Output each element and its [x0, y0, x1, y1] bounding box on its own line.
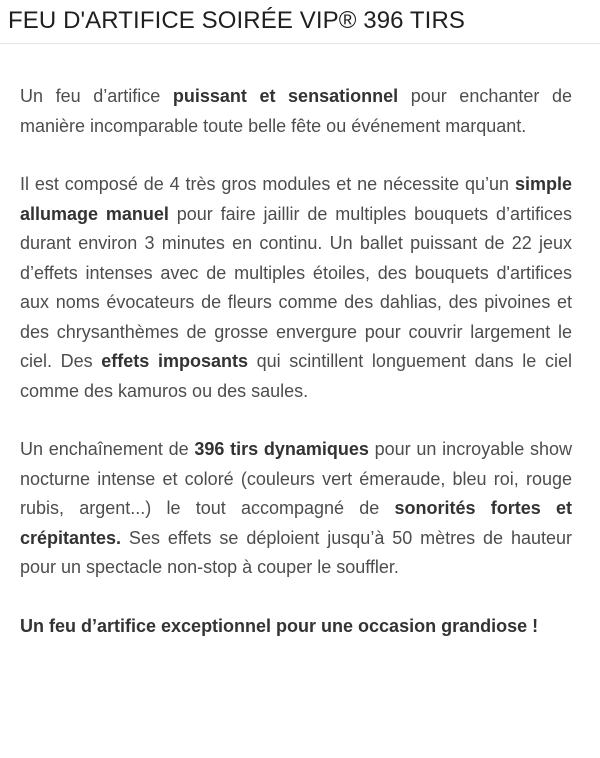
closing-statement: Un feu d’artifice exceptionnel pour une occasion grandiose !	[20, 615, 539, 636]
description-highlight: simple allumage manuel	[20, 174, 572, 224]
description-text: Ses effets se déploient jusqu’à 50 mètres de hauteur pour un spectacle non-stop à couper le souffler.	[20, 527, 572, 577]
description-text: Il est composé de 4 très gros modules et ne nécessite qu’un	[20, 174, 515, 194]
description-highlight: 396 tirs dynamiques	[194, 439, 369, 459]
product-header	[0, 0, 600, 44]
description-text: Un feu d’artifice	[20, 86, 173, 106]
description-text: qui scintillent longuement dans le ciel comme des kamuros ou des saules.	[20, 351, 572, 401]
description-text: pour enchanter de manière incomparable toute belle fête ou événement marquant.	[20, 86, 572, 136]
description-highlight: effets imposants	[101, 351, 248, 371]
product-description	[20, 82, 572, 641]
product-title: FEU D'ARTIFICE SOIRÉE VIP® 396 TIRS	[8, 7, 465, 34]
description-highlight: sonorités fortes et crépitantes.	[20, 498, 572, 548]
description-text: Un enchaînement de	[20, 439, 195, 459]
description-text: pour faire jaillir de multiples bouquets d’artifices durant environ 3 minutes en continu. Un ballet puissant de 22 jeux d’effets intenses avec de multiples étoiles, des bouquets d'artifices aux noms évocateurs de fleurs comme des dahlias, des pivoines et des chrysanthèmes de grosse envergure pour couvrir largement le ciel. Des	[20, 203, 572, 371]
description-paragraph-1	[20, 82, 572, 141]
description-text: pour un incroyable show nocturne intense et coloré (couleurs vert émeraude, bleu roi, rouge rubis, argent...) le tout accompagné de	[20, 439, 572, 518]
description-highlight: puissant et sensationnel	[172, 86, 399, 106]
description-paragraph-2	[20, 170, 572, 406]
description-paragraph-3	[20, 435, 572, 583]
